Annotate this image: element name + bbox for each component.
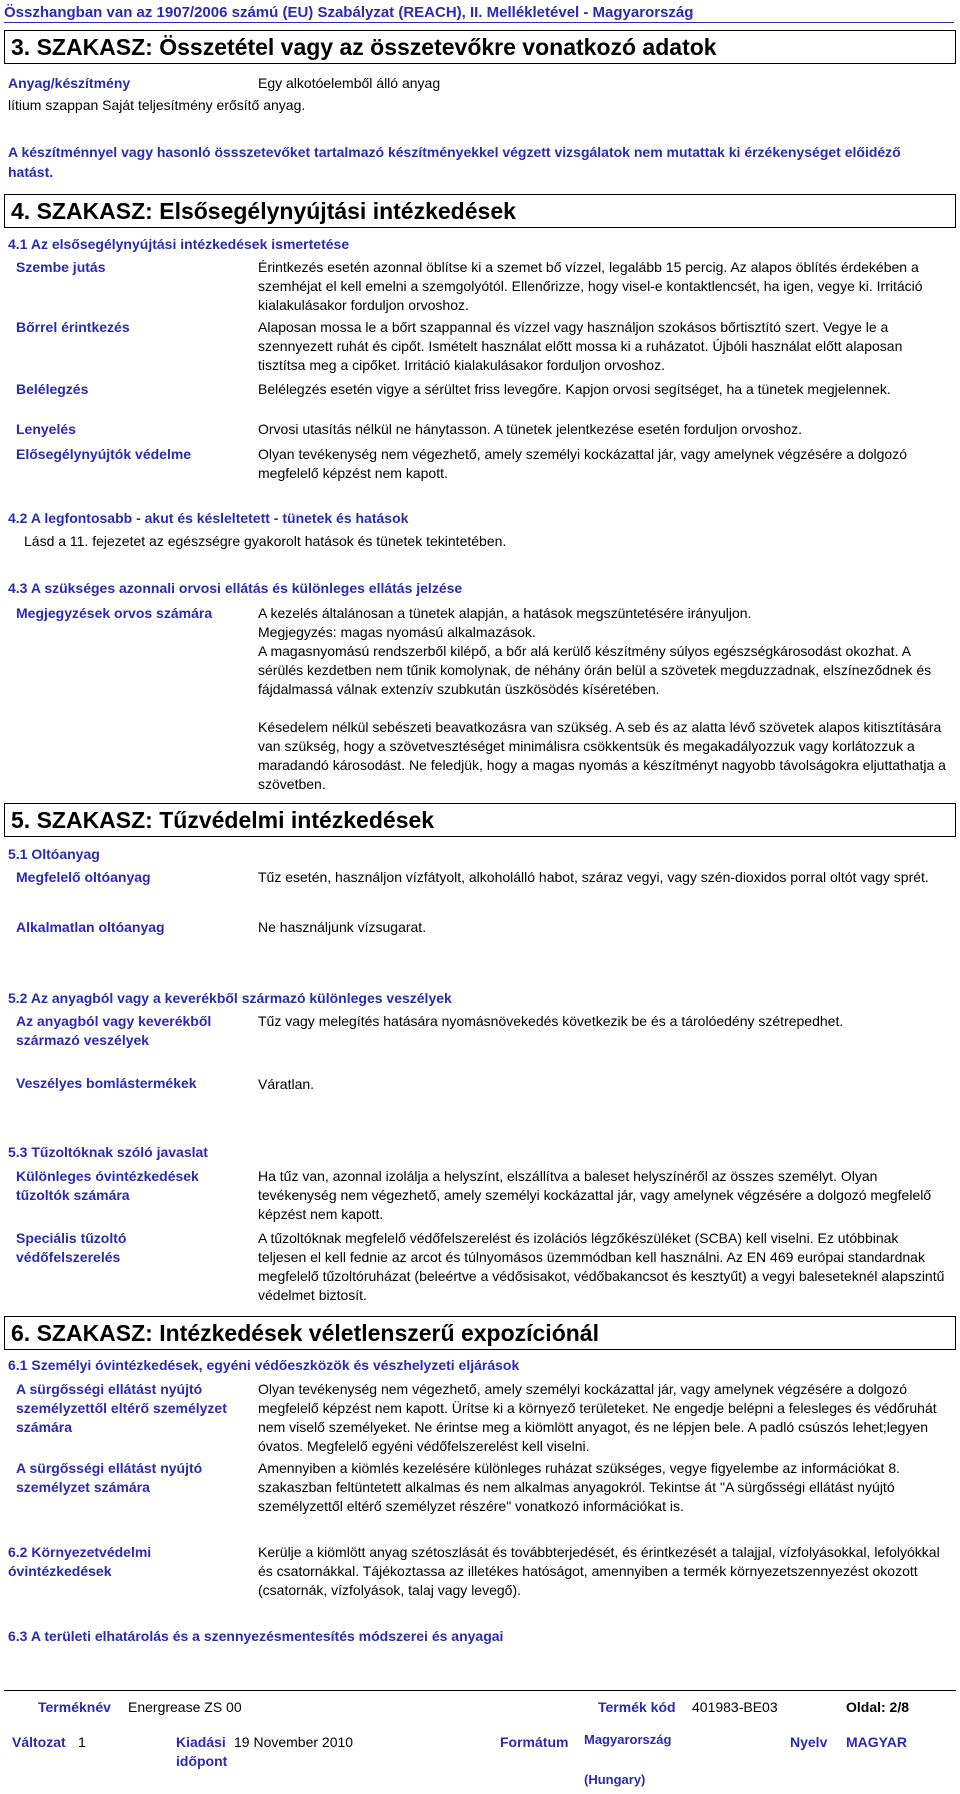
specific-hazards-label: Az anyagból vagy keverékből származó veszélyek — [16, 1013, 212, 1048]
ingestion-text: Orvosi utasítás nélkül ne hánytasson. A tünetek jelentkezése esetén forduljon orvoshoz. — [258, 421, 802, 437]
subsection-4-1: 4.1 Az elsősegélynyújtási intézkedések ismertetése — [8, 236, 350, 252]
format-value: Magyarország — [584, 1732, 672, 1747]
substance-label: Anyag/készítmény — [8, 75, 131, 91]
firefighter-equipment-label: Speciális tűzoltó védőfelszerelés — [16, 1230, 127, 1265]
subsection-4-2: 4.2 A legfontosabb - akut és késleltetett - tünetek és hatások — [8, 510, 409, 526]
version-label: Változat — [12, 1734, 66, 1750]
issue-date-label: Kiadási — [176, 1734, 226, 1750]
suitable-media-label: Megfelelő oltóanyag — [16, 869, 151, 885]
inhalation-label: Belélegzés — [16, 381, 89, 397]
product-name-label: Terméknév — [38, 1699, 111, 1715]
issue-date: 19 November 2010 — [234, 1734, 354, 1750]
skin-contact-label: Bőrrel érintkezés — [16, 319, 130, 335]
doctor-notes-text-1: A kezelés általánosan a tünetek alapján, a hatások megszüntetésére irányuljon. — [258, 605, 752, 621]
inhalation-text: Belélegzés esetén vigye a sérültet friss levegőre. Kapjon orvosi segítséget, ha a tünetek megjelennek. — [258, 381, 891, 397]
doctor-notes-text-3: A magasnyomású rendszerből kilépő, a bőr alá kerülő készítmény súlyos egészségkárosodást okozhat. A sérülés kezdetben nem tűnik komolynak, de néhány órán belül a szövetek megduzzadnak, elszíneződnek és fájdalmassá válnak extenzív szubkután üszkösödés kíséretében. — [258, 643, 932, 697]
skin-contact-text: Alaposan mossa le a bőrt szappannal és vízzel vagy használjon szokásos bőrtisztító szert. Vegye le a szennyezett ruhát és cipőt. Ismételt használat előtt mossa ki a ruházatot. Újbóli használat előtt alaposan tisztítsa meg a cipőket. Irritáció kialakulásakor forduljon orvoshoz. — [258, 319, 903, 373]
firefighter-precautions-label: Különleges óvintézkedések tűzoltók számára — [16, 1168, 199, 1203]
firefighter-precautions-text: Ha tűz van, azonnal izolálja a helyszínt, elszállítva a baleset helyszínéről az összes személyt. Olyan tevékenység nem végezhető, amely személyi kockázattal jár, vagy amelynek végzésére a dolgozó megfelelő képzést nem kapott. — [258, 1168, 932, 1222]
regulation-header: Összhangban van az 1907/2006 számú (EU) Szabályzat (REACH), II. Mellékletével - Magyarország — [4, 4, 954, 23]
environmental-precautions-text: Kerülje a kiömlött anyag szétoszlását és továbbterjedését, és érintkezését a talajjal, vízfolyásokkal, lefolyókkal és csatornákkal. Tájékoztassa az illetékes hatóságot, amennyiben a termék környezetszennyezést okozott (csatornák, vízfolyások, talaj vagy levegő). — [258, 1544, 940, 1598]
substance-line2: lítium szappan Saját teljesítmény erősítő anyag. — [8, 97, 306, 113]
decomposition-products-text: Váratlan. — [258, 1076, 315, 1092]
doctor-notes-text-4: Késedelem nélkül sebészeti beavatkozásra van szükség. A seb és az alatta lévő szövetek alapos kitisztítására van szükség, hogy a szövetvesztéséget minimálisra csökkentsük és megakadályozzuk vagy korlátozzuk a maradandó károsodást. Ne feledjük, hogy a magas nyomás a készítményt nagyobb távolságokra eljuttathatja a szövetben. — [258, 719, 946, 792]
substance-value: Egy alkotóelemből álló anyag — [258, 75, 441, 91]
issue-date-label-2: időpont — [176, 1753, 228, 1769]
section-5-title: 5. SZAKASZ: Tűzvédelmi intézkedések — [4, 803, 956, 837]
unsuitable-media-text: Ne használjunk vízsugarat. — [258, 919, 427, 935]
language-label: Nyelv — [790, 1734, 828, 1750]
format-value-2: (Hungary) — [584, 1772, 646, 1787]
suitable-media-text: Tűz esetén, használjon vízfátyolt, alkoholálló habot, száraz vegyi, vagy szén-dioxidos porral oltót vagy sprét. — [258, 869, 929, 885]
non-emergency-personnel-label: A sürgősségi ellátást nyújtó személyzettől eltérő személyzet számára — [16, 1381, 227, 1435]
footer-divider — [4, 1690, 956, 1691]
subsection-5-2: 5.2 Az anyagból vagy a keverékből származó különleges veszélyek — [8, 990, 452, 1006]
product-code: 401983-BE03 — [692, 1699, 778, 1715]
doctor-notes-text-2: Megjegyzés: magas nyomású alkalmazások. — [258, 624, 536, 640]
subsection-6-3: 6.3 A területi elhatárolás és a szennyezésmentesítés módszerei és anyagai — [8, 1628, 504, 1644]
first-aider-protection-label: Elősegélynyújtók védelme — [16, 446, 192, 462]
subsection-6-1: 6.1 Személyi óvintézkedések, egyéni védőeszközök és vészhelyzeti eljárások — [8, 1357, 520, 1373]
language-value: MAGYAR — [846, 1734, 907, 1750]
non-emergency-personnel-text: Olyan tevékenység nem végezhető, amely személyi kockázattal jár, vagy amelynek végzésére a dolgozó megfelelő képzést nem kapott. Ürítse ki a környező területeket. Ne engedje belépni a felesleges és védőruhát nem viselő személyeket. Ne érintse meg a kiömlött anyagot, és ne lépjen bele. A padló csúszós lehet;legyen óvatos. Megfelelő egyéni védőfelszerelést kell viselni. — [258, 1381, 937, 1454]
section-6-title: 6. SZAKASZ: Intézkedések véletlenszerű expozíciónál — [4, 1316, 956, 1350]
firefighter-equipment-text: A tűzoltóknak megfelelő védőfelszerelést és izolációs légzőkészüléket (SCBA) kell viselni. Ez utóbbinak teljesen el kell fednie az arcot és túlnyomásos üzemmódban kell használni. Az EN 469 európai standardnak megfelelő tűzoltóruházat (beleértve a védősisakot, védőbakancsot és kesztyűt) a vegyi baleseteknél alapszintű védelmet biztosít. — [258, 1230, 945, 1303]
decomposition-products-label: Veszélyes bomlástermékek — [16, 1075, 197, 1091]
doctor-notes-label: Megjegyzések orvos számára — [16, 605, 213, 621]
page-number: Oldal: 2/8 — [846, 1699, 910, 1715]
product-name: Energrease ZS 00 — [128, 1699, 242, 1715]
product-code-label: Termék kód — [598, 1699, 676, 1715]
unsuitable-media-label: Alkalmatlan oltóanyag — [16, 919, 165, 935]
first-aider-protection-text: Olyan tevékenység nem végezhető, amely személyi kockázattal jár, vagy amelynek végzésére a dolgozó megfelelő képzést nem kapott. — [258, 446, 908, 481]
emergency-responders-label: A sürgősségi ellátást nyújtó személyzet számára — [16, 1460, 203, 1495]
section-3-title: 3. SZAKASZ: Összetétel vagy az összetevőkre vonatkozó adatok — [4, 30, 956, 64]
eye-contact-label: Szembe jutás — [16, 259, 106, 275]
section-4-title: 4. SZAKASZ: Elsősegélynyújtási intézkedések — [4, 194, 956, 228]
emergency-responders-text: Amennyiben a kiömlés kezelésére különleges ruházat szükséges, vegye figyelembe az információkat 8. szakaszban feltüntetett alkalmas és nem alkalmas anyagokról. Tekintse át "A sürgősségi ellátást nyújtó személyzettől eltérő személyzet részére" vonatkozó információkat is. — [258, 1460, 901, 1514]
environmental-precautions-label: 6.2 Környezetvédelmi óvintézkedések — [8, 1544, 152, 1579]
specific-hazards-text: Tűz vagy melegítés hatására nyomásnövekedés következik be és a tárolóedény szétrepedhet. — [258, 1013, 844, 1029]
subsection-4-2-text: Lásd a 11. fejezetet az egészségre gyakorolt hatások és tünetek tekintetében. — [24, 533, 507, 549]
sensitization-note: A készítménnyel vagy hasonló össszetevőket tartalmazó készítményekkel végzett vizsgálatok nem mutattak ki érzékenységet előidéző hatást. — [8, 144, 901, 180]
subsection-5-3: 5.3 Tűzoltóknak szóló javaslat — [8, 1144, 208, 1160]
version-value: 1 — [78, 1734, 86, 1750]
subsection-4-3: 4.3 A szükséges azonnali orvosi ellátás és különleges ellátás jelzése — [8, 580, 463, 596]
ingestion-label: Lenyelés — [16, 421, 76, 437]
subsection-5-1: 5.1 Oltóanyag — [8, 846, 100, 862]
eye-contact-text: Érintkezés esetén azonnal öblítse ki a szemet bő vízzel, legalább 15 percig. Az alapos öblítés érdekében a szemhéjat el kell emelni a szemgolyótól. Ellenőrizze, hogy visel-e kontaktlencsét, ha igen, vegye ki. Irritáció kialakulásakor forduljon orvoshoz. — [258, 259, 923, 313]
format-label: Formátum — [500, 1734, 569, 1750]
